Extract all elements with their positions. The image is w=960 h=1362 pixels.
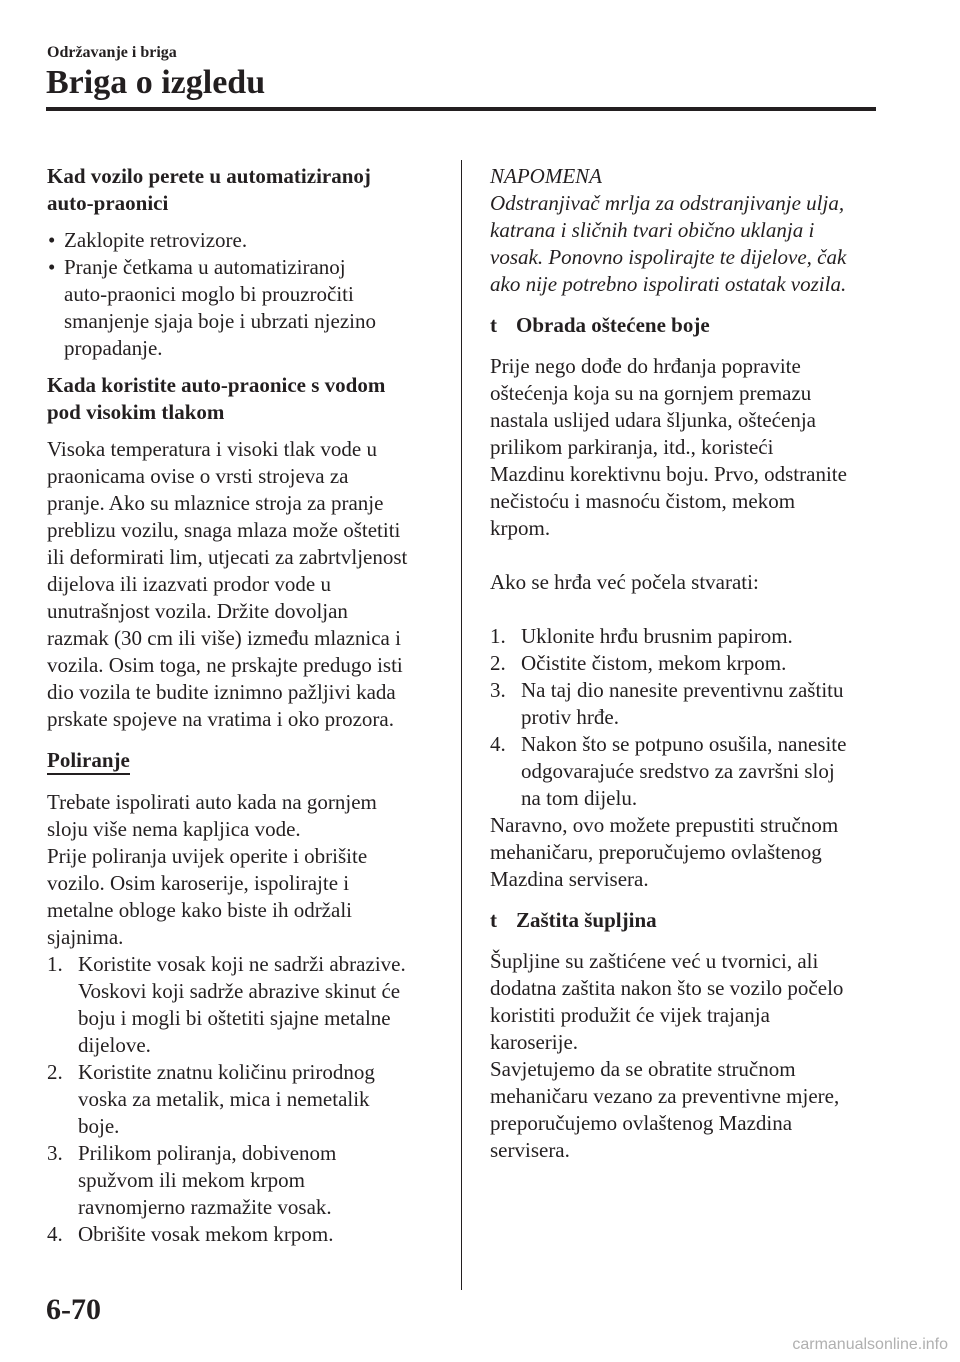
text-line: Šupljine su zaštićene već u tvornici, ali bbox=[490, 949, 819, 973]
rust-step bbox=[490, 623, 890, 650]
closing-paragraph bbox=[490, 812, 890, 893]
step-number: 3. bbox=[490, 678, 506, 702]
step-line: Voskovi koji sadrže abrazive skinut će bbox=[78, 979, 401, 1003]
paint-repair-heading bbox=[490, 312, 890, 339]
text-line: vozilo. Osim karoserije, ispolirajte i bbox=[47, 871, 350, 895]
text-line: Visoka temperatura i visoki tlak vode u bbox=[47, 437, 377, 461]
step-line: dijelove. bbox=[78, 1033, 151, 1057]
text-line: Prije poliranja uvijek operite i obrišite bbox=[47, 844, 368, 868]
step-line: Nakon što se potpuno osušila, nanesite bbox=[521, 732, 847, 756]
bullet-dot-icon: • bbox=[48, 228, 56, 252]
bullet-line: smanjenje sjaja boje i ubrzati njezino bbox=[64, 309, 376, 333]
section-marker-icon: t bbox=[490, 313, 497, 337]
text-line: vozila. Osim toga, ne prskajte predugo isti bbox=[47, 653, 403, 677]
cavity-protection-paragraph bbox=[490, 948, 890, 1164]
pressure-wash-heading-line: pod visokim tlakom bbox=[47, 400, 225, 424]
cavity-protection-heading-text: Zaštita šupljina bbox=[516, 908, 657, 932]
column-divider bbox=[461, 160, 462, 1290]
page-title: Briga o izgledu bbox=[46, 64, 266, 101]
bullet-line: propadanje. bbox=[64, 336, 163, 360]
text-line: ili deformirati lim, utjecati za zabrtvljenost bbox=[47, 545, 408, 569]
bullet-line: Pranje četkama u automatiziranoj bbox=[64, 255, 346, 279]
step-line: boje. bbox=[78, 1114, 120, 1138]
text-line: metalne obloge kako biste ih održali bbox=[47, 898, 352, 922]
text-line: Mazdina servisera. bbox=[490, 867, 649, 891]
step-number: 4. bbox=[47, 1222, 63, 1246]
pressure-wash-heading-line: Kada koristite auto-praonice s vodom bbox=[47, 373, 386, 397]
bullet-item bbox=[47, 227, 445, 254]
text-line: sloju više nema kapljica vode. bbox=[47, 817, 301, 841]
step-number: 3. bbox=[47, 1141, 63, 1165]
note-line: ako nije potrebno ispolirati ostatak vozila. bbox=[490, 272, 847, 296]
text-line: unutrašnjost vozila. Držite dovoljan bbox=[47, 599, 348, 623]
text-line: mehaničaru, preporučujemo ovlaštenog bbox=[490, 840, 822, 864]
text-line: Trebate ispolirati auto kada na gornjem bbox=[47, 790, 377, 814]
text-line: Prije nego dođe do hrđanja popravite bbox=[490, 354, 801, 378]
text-line: mehaničaru vezano za preventivne mjere, bbox=[490, 1084, 840, 1108]
bullet-line: Zaklopite retrovizore. bbox=[64, 228, 248, 252]
note-line: katrana i sličnih tvari obično uklanja i bbox=[490, 218, 815, 242]
text-line: krpom. bbox=[490, 516, 551, 540]
pressure-wash-paragraph bbox=[47, 436, 445, 733]
left-column bbox=[47, 163, 445, 1248]
rust-step bbox=[490, 731, 890, 812]
polishing-step bbox=[47, 951, 445, 1059]
step-line: Uklonite hrđu brusnim papirom. bbox=[521, 624, 793, 648]
step-line: ravnomjerno razmažite vosak. bbox=[78, 1195, 332, 1219]
title-rule bbox=[46, 107, 876, 111]
step-line: Koristite znatnu količinu prirodnog bbox=[78, 1060, 375, 1084]
step-line: Prilikom poliranja, dobivenom bbox=[78, 1141, 337, 1165]
text-line: prilikom parkiranja, itd., koristeći bbox=[490, 435, 774, 459]
text-line: Mazdinu korektivnu boju. Prvo, odstranite bbox=[490, 462, 847, 486]
paint-repair-heading-text: Obrada oštećene boje bbox=[516, 313, 710, 337]
section-marker-icon: t bbox=[490, 908, 497, 932]
step-line: Obrišite vosak mekom krpom. bbox=[78, 1222, 334, 1246]
text-line: razmak (30 cm ili više) između mlaznica i bbox=[47, 626, 401, 650]
note-title: NAPOMENA bbox=[490, 164, 602, 188]
bullet-dot-icon: • bbox=[48, 255, 56, 279]
step-line: voska za metalik, mica i nemetalik bbox=[78, 1087, 370, 1111]
step-number: 2. bbox=[47, 1060, 63, 1084]
auto-wash-heading-line: Kad vozilo perete u automatiziranoj bbox=[47, 164, 371, 188]
text-line: preblizu vozilu, snaga mlaza može oštetiti bbox=[47, 518, 401, 542]
step-line: Očistite čistom, mekom krpom. bbox=[521, 651, 787, 675]
step-number: 2. bbox=[490, 651, 506, 675]
auto-wash-heading-line: auto-praonici bbox=[47, 191, 169, 215]
step-line: na tom dijelu. bbox=[521, 786, 638, 810]
text-line: nastala uslijed udara šljunka, oštećenja bbox=[490, 408, 816, 432]
section-label: Održavanje i briga bbox=[47, 44, 177, 61]
text-line: servisera. bbox=[490, 1138, 570, 1162]
step-line: Koristite vosak koji ne sadrži abrazive. bbox=[78, 952, 406, 976]
right-column bbox=[490, 163, 890, 1164]
step-number: 4. bbox=[490, 732, 506, 756]
polishing-step bbox=[47, 1140, 445, 1221]
page-number: 6-70 bbox=[46, 1293, 101, 1326]
text-line: koristiti produžit će vijek trajanja bbox=[490, 1003, 770, 1027]
text-line: nečistoću i masnoću čistom, mekom bbox=[490, 489, 796, 513]
step-line: odgovarajuće sredstvo za završni sloj bbox=[521, 759, 835, 783]
rust-step bbox=[490, 677, 890, 731]
step-line: spužvom ili mekom krpom bbox=[78, 1168, 305, 1192]
bullet-line: auto-praonici moglo bi prouzročiti bbox=[64, 282, 354, 306]
bullet-item bbox=[47, 254, 445, 362]
step-number: 1. bbox=[490, 624, 506, 648]
text-line: Naravno, ovo možete prepustiti stručnom bbox=[490, 813, 839, 837]
paint-repair-paragraph bbox=[490, 353, 890, 542]
rust-step bbox=[490, 650, 890, 677]
note-line: vosak. Ponovno ispolirajte te dijelove, čak bbox=[490, 245, 847, 269]
text-line: preporučujemo ovlaštenog Mazdina bbox=[490, 1111, 793, 1135]
step-line: boju i mogli bi oštetiti sjajne metalne bbox=[78, 1006, 391, 1030]
rust-intro: Ako se hrđa već počela stvarati: bbox=[490, 570, 759, 594]
polishing-heading: Poliranje bbox=[47, 747, 445, 775]
text-line: dijelova ili izazvati prodor vode u bbox=[47, 572, 331, 596]
text-line: pranje. Ako su mlaznice stroja za pranje bbox=[47, 491, 384, 515]
text-line: karoserije. bbox=[490, 1030, 579, 1054]
step-number: 1. bbox=[47, 952, 63, 976]
cavity-protection-heading bbox=[490, 907, 890, 934]
text-line: praonicama ovise o vrsti strojeva za bbox=[47, 464, 349, 488]
text-line: oštećenja koja su na gornjem premazu bbox=[490, 381, 812, 405]
polishing-paragraph bbox=[47, 789, 445, 951]
text-line: dio vozila te budite iznimno pažljivi kada bbox=[47, 680, 396, 704]
text-line: dodatna zaštita nakon što se vozilo počelo bbox=[490, 976, 844, 1000]
text-line: prskate spojeve na vratima i oko prozora. bbox=[47, 707, 394, 731]
watermark[interactable]: carmanualsonline.info bbox=[792, 1336, 948, 1353]
polishing-step bbox=[47, 1221, 445, 1248]
step-line: Na taj dio nanesite preventivnu zaštitu bbox=[521, 678, 844, 702]
polishing-step bbox=[47, 1059, 445, 1140]
text-line: Savjetujemo da se obratite stručnom bbox=[490, 1057, 796, 1081]
text-line: sjajnima. bbox=[47, 925, 124, 949]
note-line: Odstranjivač mrlja za odstranjivanje ulja, bbox=[490, 191, 845, 215]
step-line: protiv hrđe. bbox=[521, 705, 619, 729]
